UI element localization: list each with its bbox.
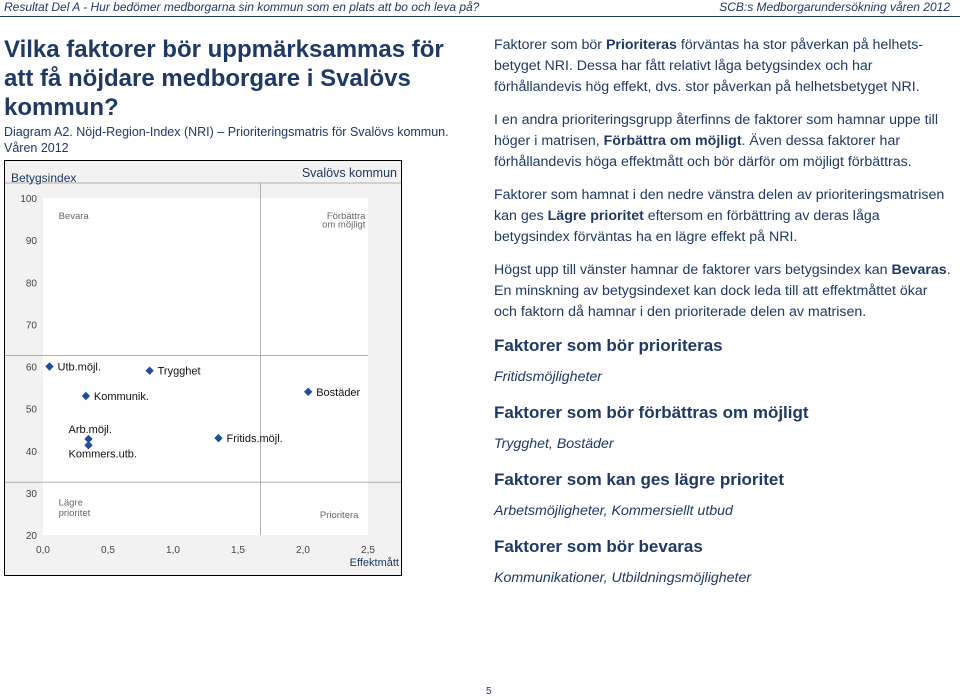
- page-number: 5: [486, 686, 492, 697]
- explanation-column: [494, 35, 954, 603]
- y-tick-label: 30: [25, 488, 37, 500]
- header-right-text: SCB:s Medborgarundersökning våren 2012: [719, 0, 950, 14]
- y-tick-label: 20: [25, 531, 37, 542]
- list-bevaras: Kommunikationer, Utbildningsmöjligheter: [494, 570, 752, 586]
- quadrant-label-prioritera: Prioritera: [319, 510, 359, 522]
- heading-bevaras: Faktorer som bör bevaras: [494, 537, 703, 556]
- data-point-label: Arb.möjl.: [68, 423, 112, 436]
- data-point-label: Trygghet: [157, 365, 201, 378]
- y-tick-label: 60: [25, 362, 37, 374]
- heading-lagre-prioritet: Faktorer som kan ges lägre prioritet: [494, 470, 785, 489]
- quadrant-label-forbattra: Förbättra: [326, 211, 366, 223]
- heading-prioriteras: Faktorer som bör prioriteras: [494, 336, 723, 355]
- caption-line-2: Våren 2012: [4, 141, 69, 155]
- x-axis-label: Effektmått: [349, 557, 399, 569]
- caption-line-1: Diagram A2. Nöjd-Region-Index (NRI) – Prioriteringsmatris för Svalövs kommun.: [4, 125, 449, 139]
- x-tick-label: 2,0: [296, 545, 310, 556]
- quadrant-label-lagre: Lägre: [58, 497, 83, 509]
- quadrant-label-bevara: Bevara: [58, 211, 89, 223]
- data-point-label: Bostäder: [316, 386, 361, 399]
- header-left-text: Resultat Del A - Hur bedömer medborgarna sin kommun som en plats att bo och leva på?: [4, 0, 480, 14]
- heading-forbattras: Faktorer som bör förbättras om möjligt: [494, 403, 809, 422]
- y-tick-label: 90: [25, 236, 37, 248]
- paragraph-forbattra: I en andra prioriteringsgrupp återfinns de faktorer som hamnar uppe till höger i matrisen, Förbättra om möjligt. Även dessa faktorer har förhållandevis höga effektmått och bör därför om möjligt förbättras.: [494, 112, 938, 170]
- list-lagre-prioritet: Arbetsmöjligheter, Kommersiellt utbud: [494, 503, 733, 519]
- data-point-label: Kommers.utb.: [68, 448, 137, 461]
- x-tick-label: 1,0: [166, 545, 180, 556]
- paragraph-lagre-prioritet: Faktorer som hamnat i den nedre vänstra delen av prioriteringsmatrisen kan ges Lägre prioritet eftersom en förbättring av deras låga betygsindex förväntas ha en lägre effekt på NRI.: [494, 187, 945, 245]
- quadrant-label-forbattra-2: om möjligt: [322, 219, 366, 231]
- y-tick-label: 80: [25, 278, 37, 290]
- y-tick-label: 40: [25, 446, 37, 458]
- data-point-label: Fritids.möjl.: [226, 433, 283, 446]
- x-tick-label: 0,0: [36, 545, 50, 556]
- list-prioriteras: Fritidsmöjligheter: [494, 369, 603, 385]
- priority-matrix-chart: [4, 160, 402, 576]
- page-title: Vilka faktorer bör uppmärksammas för att få nöjdare medborgare i Svalövs kommun?: [4, 36, 444, 121]
- page-header: [0, 0, 960, 16]
- data-point-label: Kommunik.: [93, 390, 149, 403]
- y-tick-label: 100: [20, 194, 37, 205]
- y-axis-label: Betygsindex: [11, 171, 77, 185]
- chart-svg: [5, 161, 401, 575]
- data-point-label: Utb.möjl.: [57, 361, 101, 374]
- x-tick-label: 2,5: [361, 545, 375, 556]
- chart-title: Svalövs kommun: [301, 166, 397, 180]
- y-tick-label: 70: [25, 320, 37, 332]
- chart-caption: [4, 124, 474, 156]
- paragraph-bevara: Högst upp till vänster hamnar de faktorer vars betygsindex kan Bevaras. En minskning av betygsindexet kan dock leda till att effektmåttet ökar och faktorn då hamnar i den prioriterade delen av matrisen.: [494, 262, 951, 320]
- quadrant-label-lagre-2: prioritet: [58, 508, 91, 520]
- header-divider: [0, 16, 960, 17]
- x-tick-label: 1,5: [231, 545, 245, 556]
- list-forbattras: Trygghet, Bostäder: [494, 436, 614, 452]
- y-tick-label: 50: [25, 404, 37, 416]
- x-tick-label: 0,5: [101, 545, 115, 556]
- paragraph-prioritera: Faktorer som bör Prioriteras förväntas ha stor påverkan på helhets-betyget NRI. Dessa har fått relativt låga betygsindex och har förhållandevis hög effekt, dvs. stor påverkan på helhetsbetyget NRI.: [494, 37, 924, 95]
